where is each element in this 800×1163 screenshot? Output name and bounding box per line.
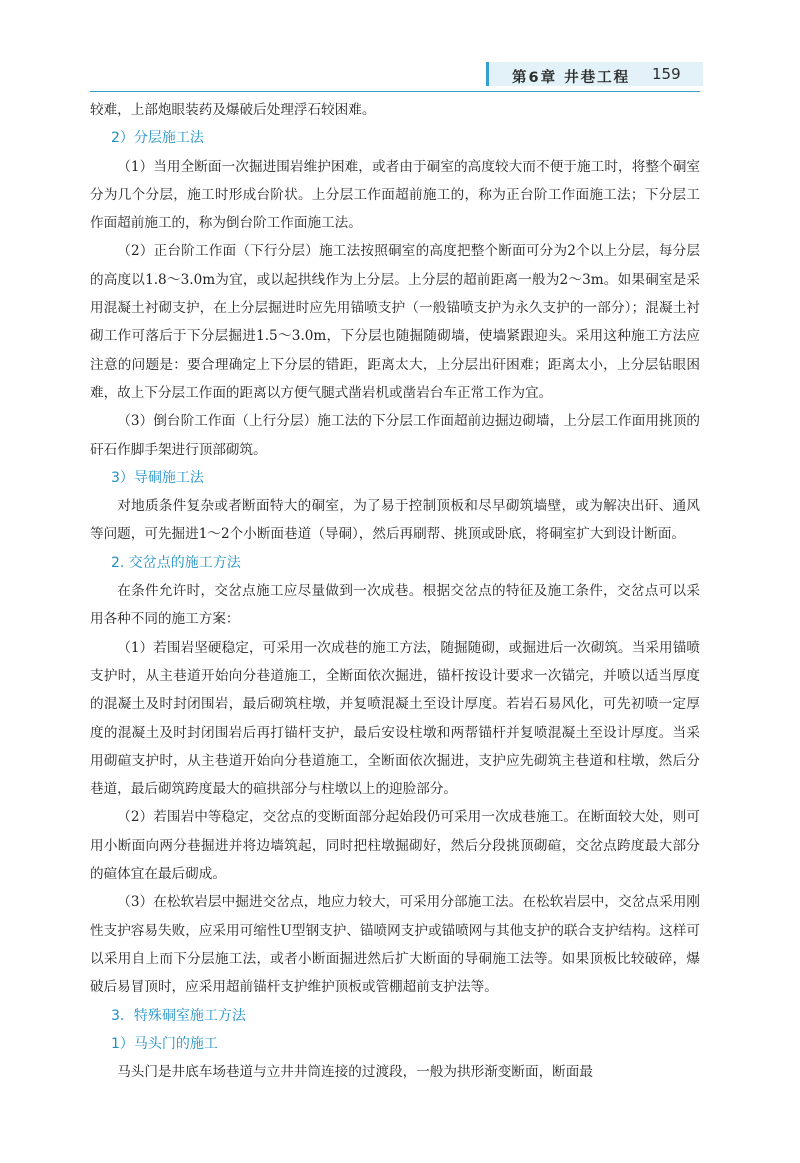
paragraph-continuation: 较难，上部炮眼装药及爆破后处理浮石较困难。 bbox=[90, 102, 376, 118]
paragraph: （2）正台阶工作面（下行分层）施工法按照硐室的高度把整个断面可分为2个以上分层，每分层的高度以1.8～3.0m为宜，或以起拱线作为上分层。上分层的超前距离一般为2～3m。如果硐室是采用混凝土衬砌支护，在上分层掘进时应先用锚喷支护（一般锚喷支护为永久支护的一部分）；混凝土衬砌工作可落后于下分层掘进1.5～3.0m，下分层也随掘随砌墙，使墙紧跟迎头。采用这种施工方法应注意的问题是：要合理确定上下分层的错距，距离太大，上分层出矸困难；距离太小，上分层钻眼困难，故上下分层工作面的距离以方便气腿式凿岩机或凿岩台车正常工作为宜。 bbox=[90, 243, 700, 401]
paragraph: 对地质条件复杂或者断面特大的硐室，为了易于控制顶板和尽早砌筑墙壁，或为解决出矸、通风等问题，可先掘进1～2个小断面巷道（导硐），然后再刷帮、挑顶或卧底，将硐室扩大到设计断面。 bbox=[90, 498, 700, 543]
section-heading: 3．特殊硐室施工方法 bbox=[111, 1007, 246, 1024]
section-heading: 2. 交岔点的施工方法 bbox=[111, 554, 241, 571]
paragraph: （2）若围岩中等稳定，交岔点的变断面部分起始段仍可采用一次成巷施工。在断面较大处，则可用小断面向两分巷掘进并将边墙筑起，同时把柱墩掘砌好，然后分段挑顶砌碹，交岔点跨度最大部分的碹体宜在最后砌成。 bbox=[90, 809, 700, 883]
paragraph: 在条件允许时，交岔点施工应尽量做到一次成巷。根据交岔点的特征及施工条件，交岔点可以采用各种不同的施工方案： bbox=[90, 583, 700, 628]
paragraph: （1）若围岩坚硬稳定，可采用一次成巷的施工方法，随掘随砌，或掘进后一次砌筑。当采用锚喷支护时，从主巷道开始向分巷道施工，全断面依次掘进，锚杆按设计要求一次锚完，并喷以适当厚度的混凝土及时封闭围岩，最后砌筑柱墩，并复喷混凝土至设计厚度。若岩石易风化，可先初喷一定厚度的混凝土及时封闭围岩后再打锚杆支护，最后安设柱墩和两帮锚杆并复喷混凝土至设计厚度。当采用砌碹支护时，从主巷道开始向分巷道施工，全断面依次掘进，支护应先砌筑主巷道和柱墩，然后分巷道，最后砌筑跨度最大的碹拱部分与柱墩以上的迎脸部分。 bbox=[90, 639, 700, 798]
chapter-title: 第6章 井巷工程 bbox=[512, 70, 631, 86]
page-body bbox=[90, 96, 700, 1086]
subsection-heading: 2）分层施工法 bbox=[111, 130, 204, 147]
header-rule bbox=[90, 91, 700, 92]
paragraph: 马头门是井底车场巷道与立井井筒连接的过渡段，一般为拱形渐变断面，断面最 bbox=[117, 1064, 593, 1081]
page-header bbox=[0, 54, 800, 94]
subsection-heading: 1）马头门的施工 bbox=[111, 1035, 218, 1052]
paragraph: （3）倒台阶工作面（上行分层）施工法的下分层工作面超前边掘边砌墙，上分层工作面用挑顶的矸石作脚手架进行顶部砌筑。 bbox=[90, 413, 700, 458]
subsection-heading: 3）导硐施工法 bbox=[111, 469, 204, 486]
paragraph: （3）在松软岩层中掘进交岔点，地应力较大，可采用分部施工法。在松软岩层中，交岔点采用刚性支护容易失败，应采用可缩性U型钢支护、锚喷网支护或锚喷网与其他支护的联合支护结构。这样可以采用自上而下分层施工法，或者小断面掘进然后扩大断面的导硐施工法等。如果顶板比较破碎，爆破后易冒顶时，应采用超前锚杆支护维护顶板或管棚超前支护法等。 bbox=[90, 894, 700, 996]
page-number: 159 bbox=[652, 65, 681, 83]
paragraph: （1）当用全断面一次掘进围岩维护困难，或者由于硐室的高度较大而不便于施工时，将整个硐室分为几个分层，施工时形成台阶状。上分层工作面超前施工的，称为正台阶工作面施工法；下分层工作面超前施工的，称为倒台阶工作面施工法。 bbox=[90, 158, 700, 232]
